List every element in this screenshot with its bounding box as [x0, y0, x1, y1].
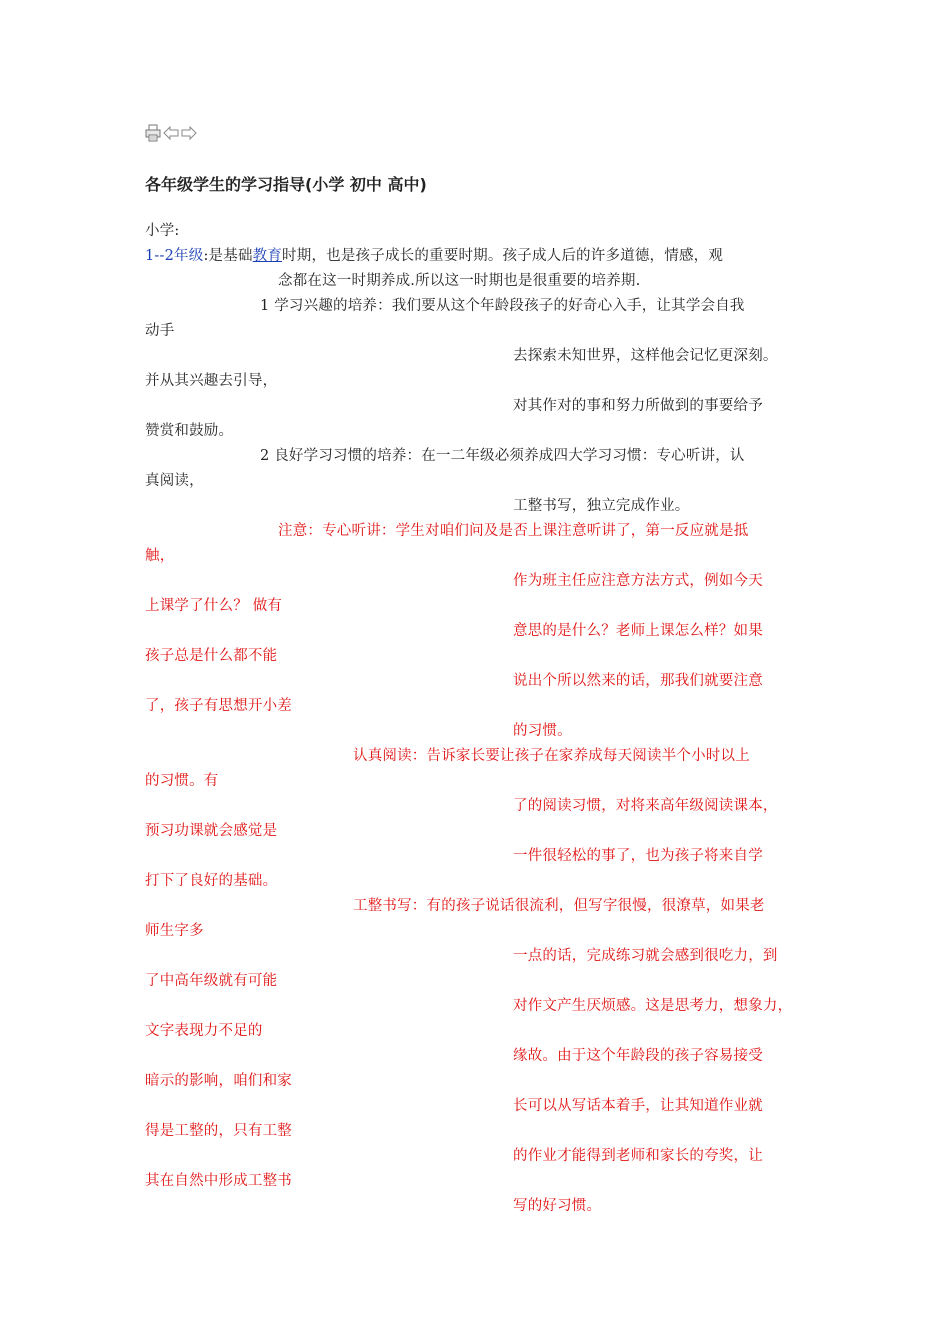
note-line: 了的阅读习惯，对将来高年级阅读课本，: [513, 798, 778, 814]
grade-text-a: :是基础: [203, 248, 253, 264]
note-line: 注意：专心听讲：学生对咱们问及是否上课注意听讲了，第一反应就是抵: [278, 523, 749, 539]
note-line: 认真阅读：告诉家长要让孩子在家养成每天阅读半个小时以上: [353, 748, 750, 764]
forward-arrow-icon[interactable]: [181, 124, 197, 142]
grade-line-2: 念都在这一时期养成.所以这一时期也是很重要的培养期.: [278, 273, 641, 289]
grade-label: 1--2年级: [145, 248, 204, 264]
note-line: 预习功课就会感觉是: [145, 823, 278, 839]
note-line: 工整书写：有的孩子说话很流利，但写字很慢，很潦草，如果老: [353, 898, 765, 914]
grade-text-b: 时期，也是孩子成长的重要时期。孩子成人后的许多道德，情感，观: [282, 248, 724, 264]
note-line: 触，: [145, 548, 175, 564]
note-line: 长可以从写话本着手，让其知道作业就: [513, 1098, 763, 1114]
note-line: 打下了良好的基础。: [145, 873, 278, 889]
note-line: 的习惯。有: [145, 773, 219, 789]
section-label: 小学:: [145, 223, 180, 239]
note-line: 了，孩子有思想开小差: [145, 698, 292, 714]
print-icon[interactable]: [145, 124, 161, 142]
paragraph-line: 真阅读，: [145, 473, 204, 489]
note-line: 对作文产生厌烦感。这是思考力，想象力，: [513, 998, 793, 1014]
note-line: 意思的是什么？老师上课怎么样？如果: [513, 623, 763, 639]
education-link[interactable]: 教育: [252, 248, 283, 264]
note-line: 上课学了什么？ 做有: [145, 598, 283, 614]
note-line: 的习惯。: [513, 723, 572, 739]
note-line: 师生字多: [145, 923, 204, 939]
note-line: 的作业才能得到老师和家长的夸奖，让: [513, 1148, 763, 1164]
paragraph-line: 并从其兴趣去引导，: [145, 373, 278, 389]
note-line: 得是工整的，只有工整: [145, 1123, 292, 1139]
note-line: 孩子总是什么都不能: [145, 648, 278, 664]
note-line: 说出个所以然来的话，那我们就要注意: [513, 673, 763, 689]
back-arrow-icon[interactable]: [163, 124, 179, 142]
page-title: 各年级学生的学习指导(小学 初中 高中): [145, 175, 427, 194]
note-line: 缘故。由于这个年龄段的孩子容易接受: [513, 1048, 763, 1064]
paragraph-line: 赞赏和鼓励。: [145, 423, 234, 439]
paragraph-line: 2 良好学习习惯的培养：在一二年级必须养成四大学习习惯：专心听讲，认: [260, 448, 745, 464]
note-line: 作为班主任应注意方法方式，例如今天: [513, 573, 763, 589]
note-line: 文字表现力不足的: [145, 1023, 263, 1039]
paragraph-line: 1 学习兴趣的培养：我们要从这个年龄段孩子的好奇心入手，让其学会自我: [260, 298, 745, 314]
note-line: 暗示的影响，咱们和家: [145, 1073, 292, 1089]
paragraph-line: 工整书写，独立完成作业。: [513, 498, 690, 514]
note-line: 一点的话，完成练习就会感到很吃力，到: [513, 948, 778, 964]
note-line: 其在自然中形成工整书: [145, 1173, 292, 1189]
paragraph-line: 对其作对的事和努力所做到的事要给予: [513, 398, 763, 414]
toolbar: [145, 124, 197, 142]
grade-line: [145, 246, 723, 266]
paragraph-line: 去探索未知世界，这样他会记忆更深刻。: [513, 348, 778, 364]
note-line: 了中高年级就有可能: [145, 973, 278, 989]
note-line: 写的好习惯。: [513, 1198, 602, 1214]
note-line: 一件很轻松的事了，也为孩子将来自学: [513, 848, 763, 864]
paragraph-line: 动手: [145, 323, 175, 339]
